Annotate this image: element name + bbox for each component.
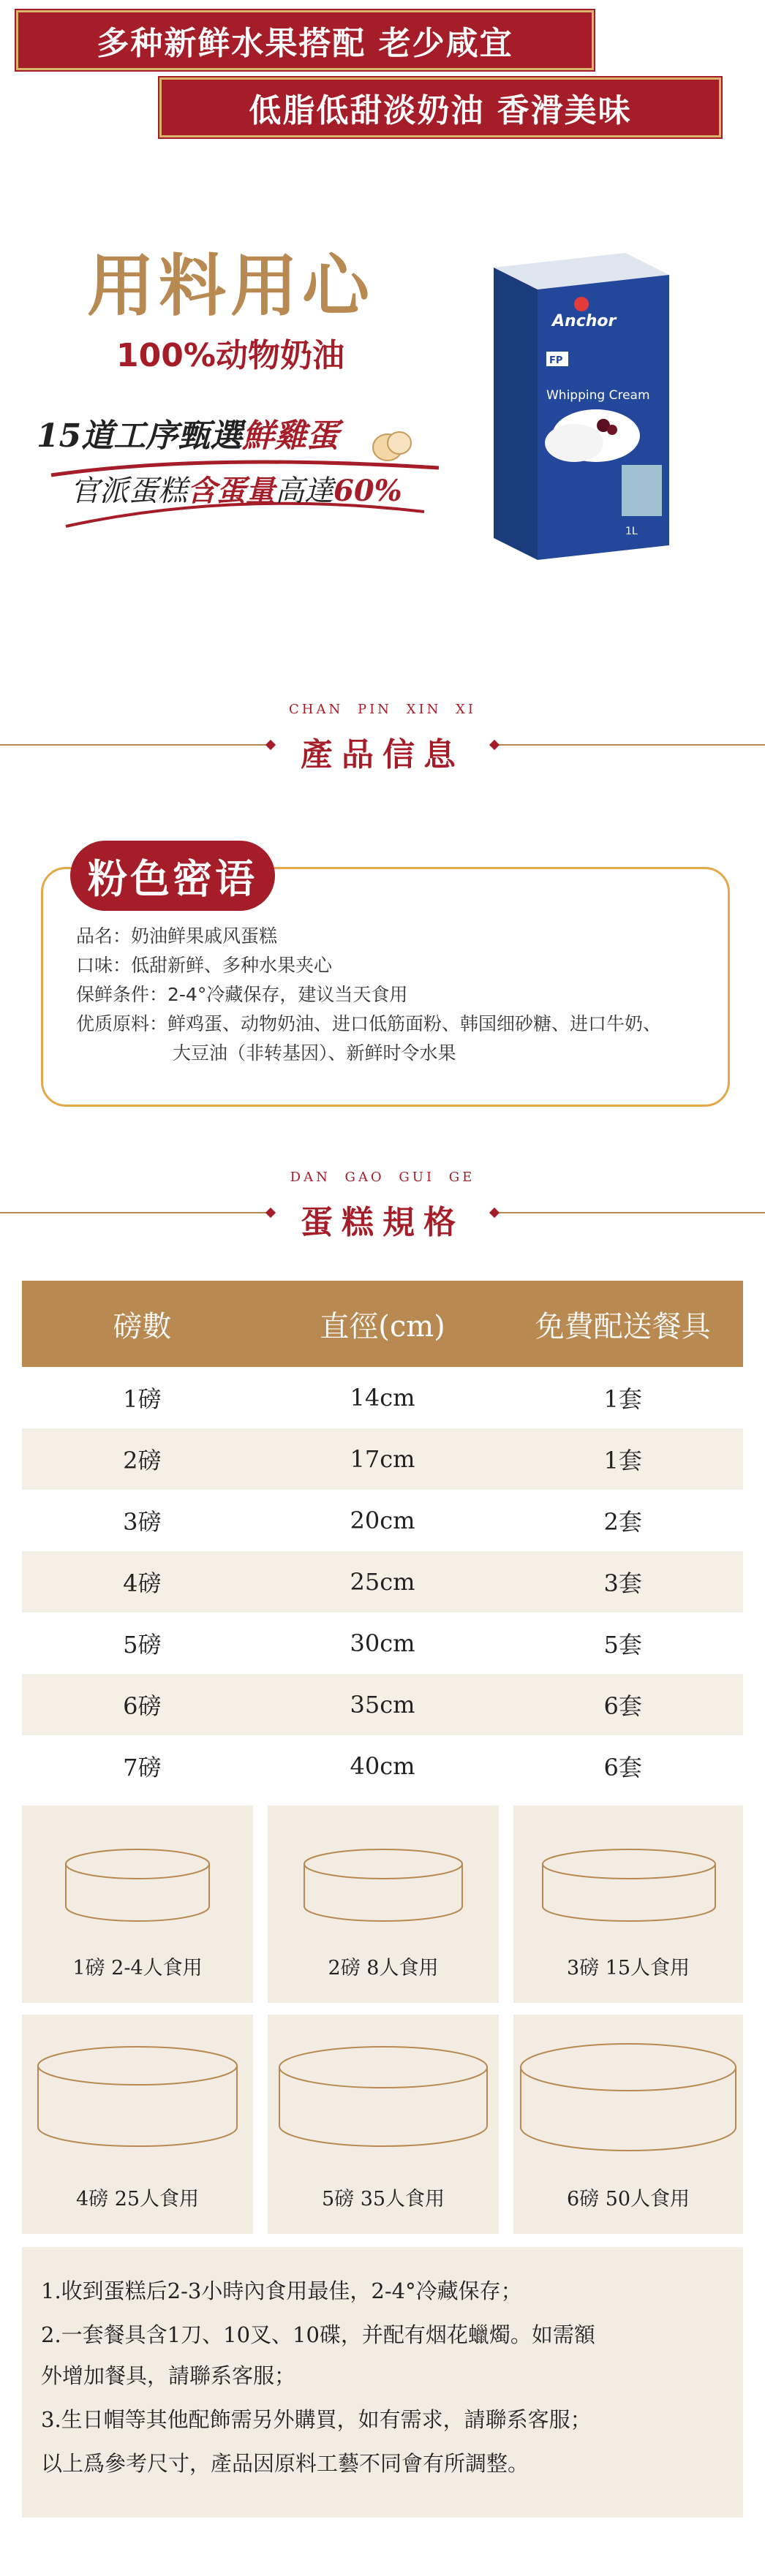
- cell-tableware: 3套: [603, 1569, 642, 1597]
- slogan-1-text: 15道工序甄選: [37, 417, 243, 455]
- hero-subtitle: 100%动物奶油: [116, 337, 344, 374]
- table-row: [22, 1490, 743, 1551]
- header-tableware: 免費配送餐具: [535, 1309, 711, 1344]
- info-row-ingredients: 优质原料：鲜鸡蛋、动物奶油、进口低筋面粉、韩国细砂糖、进口牛奶、: [76, 1013, 662, 1034]
- hero-title: 用料用心: [86, 246, 374, 325]
- egg-icon: [370, 427, 414, 465]
- slogan-line-2: [70, 468, 402, 509]
- carton-volume: 1L: [625, 526, 638, 537]
- slogan-2-text-a: 官派蛋糕: [70, 474, 187, 508]
- cell-tableware: 1套: [603, 1385, 642, 1413]
- size-label: 4磅 25人食用: [75, 2188, 200, 2211]
- table-row: [22, 1735, 743, 1797]
- table-row: [22, 1551, 743, 1613]
- info-row-ingredients-cont: 大豆油（非转基因）、新鲜时令水果: [173, 1042, 456, 1064]
- section-2-pinyin: DAN GAO GUI GE: [290, 1170, 475, 1185]
- size-card: [268, 1806, 499, 2003]
- note-line: 以上爲參考尺寸，產品因原料工藝不同會有所調整。: [41, 2451, 530, 2476]
- cell-pounds: 4磅: [123, 1569, 162, 1597]
- cake-outline-icon: [518, 2041, 739, 2158]
- cell-pounds: 7磅: [123, 1754, 162, 1781]
- size-label: 5磅 35人食用: [321, 2188, 445, 2211]
- slogan-1-highlight: 鮮雞蛋: [242, 417, 339, 455]
- cream-carton-image: [479, 246, 677, 567]
- cell-pounds: 1磅: [123, 1385, 162, 1413]
- cell-diameter: 35cm: [350, 1691, 415, 1719]
- slogan-2-highlight: 含蛋量: [187, 474, 275, 508]
- info-row-storage: 保鲜条件：2-4°冷藏保存，建议当天食用: [76, 984, 408, 1005]
- table-row: [22, 1613, 743, 1674]
- cell-pounds: 3磅: [123, 1508, 162, 1536]
- slogan-2-percent: 60%: [333, 474, 402, 508]
- spec-table-header: [22, 1281, 743, 1367]
- header-diameter: 直徑(cm): [320, 1309, 445, 1344]
- table-row: [22, 1428, 743, 1490]
- cell-pounds: 6磅: [123, 1692, 162, 1720]
- cell-diameter: 25cm: [350, 1568, 415, 1596]
- info-row-name: 品名：奶油鲜果戚风蛋糕: [76, 925, 278, 947]
- note-line: 外增加餐具，請聯系客服；: [41, 2363, 296, 2388]
- cell-tableware: 1套: [603, 1447, 642, 1474]
- cell-tableware: 6套: [603, 1692, 642, 1720]
- info-row-flavor: 口味：低甜新鲜、多种水果夹心: [76, 955, 333, 976]
- size-label: 6磅 50人食用: [566, 2188, 690, 2211]
- section-header-product-info: [0, 702, 765, 782]
- carton-product: Whipping Cream: [546, 388, 650, 403]
- info-card-tag: 粉色密语: [70, 841, 275, 911]
- cell-diameter: 30cm: [350, 1629, 415, 1657]
- table-row: [22, 1674, 743, 1735]
- cell-tableware: 6套: [603, 1754, 642, 1781]
- note-line: 2.一套餐具含1刀、10叉、10碟，并配有烟花蠟燭。如需額: [41, 2322, 595, 2347]
- cell-tableware: 2套: [603, 1508, 642, 1536]
- size-card: [22, 2015, 253, 2234]
- carton-badge: FP: [549, 355, 563, 366]
- size-card: [513, 2015, 743, 2234]
- cell-diameter: 40cm: [350, 1752, 415, 1780]
- slogan-line-1: [37, 409, 339, 456]
- cake-outline-icon: [540, 1846, 718, 1927]
- size-label: 2磅 8人食用: [328, 1957, 439, 1980]
- section-1-title: 產品信息: [301, 736, 464, 773]
- size-label: 3磅 15人食用: [566, 1957, 690, 1980]
- size-label: 1磅 2-4人食用: [72, 1957, 203, 1980]
- carton-brand: Anchor: [552, 312, 617, 330]
- section-1-pinyin: CHAN PIN XIN XI: [289, 702, 476, 717]
- cake-outline-icon: [63, 1846, 212, 1927]
- slogan-2-text-c: 高達: [275, 474, 333, 508]
- cell-tableware: 5套: [603, 1631, 642, 1659]
- cell-diameter: 17cm: [350, 1445, 415, 1473]
- note-line: 1.收到蛋糕后2-3小時內食用最佳，2-4°冷藏保存；: [41, 2278, 522, 2303]
- cell-pounds: 2磅: [123, 1447, 162, 1474]
- cake-outline-icon: [35, 2044, 240, 2153]
- cake-outline-icon: [276, 2044, 490, 2153]
- cell-pounds: 5磅: [123, 1631, 162, 1659]
- section-header-specs: [0, 1170, 765, 1250]
- cell-diameter: 14cm: [350, 1384, 415, 1412]
- cake-outline-icon: [301, 1846, 465, 1927]
- size-card: [268, 2015, 499, 2234]
- banner-top: 多种新鲜水果搭配 老少咸宜: [16, 10, 594, 70]
- banner-second: 低脂低甜淡奶油 香滑美味: [159, 77, 721, 137]
- note-line: 3.生日帽等其他配飾需另外購買，如有需求，請聯系客服；: [41, 2407, 592, 2432]
- section-2-title: 蛋糕規格: [301, 1204, 464, 1241]
- table-row: [22, 1367, 743, 1428]
- size-card: [22, 1806, 253, 2003]
- header-pounds: 磅數: [113, 1309, 172, 1344]
- size-card: [513, 1806, 743, 2003]
- cell-diameter: 20cm: [350, 1507, 415, 1534]
